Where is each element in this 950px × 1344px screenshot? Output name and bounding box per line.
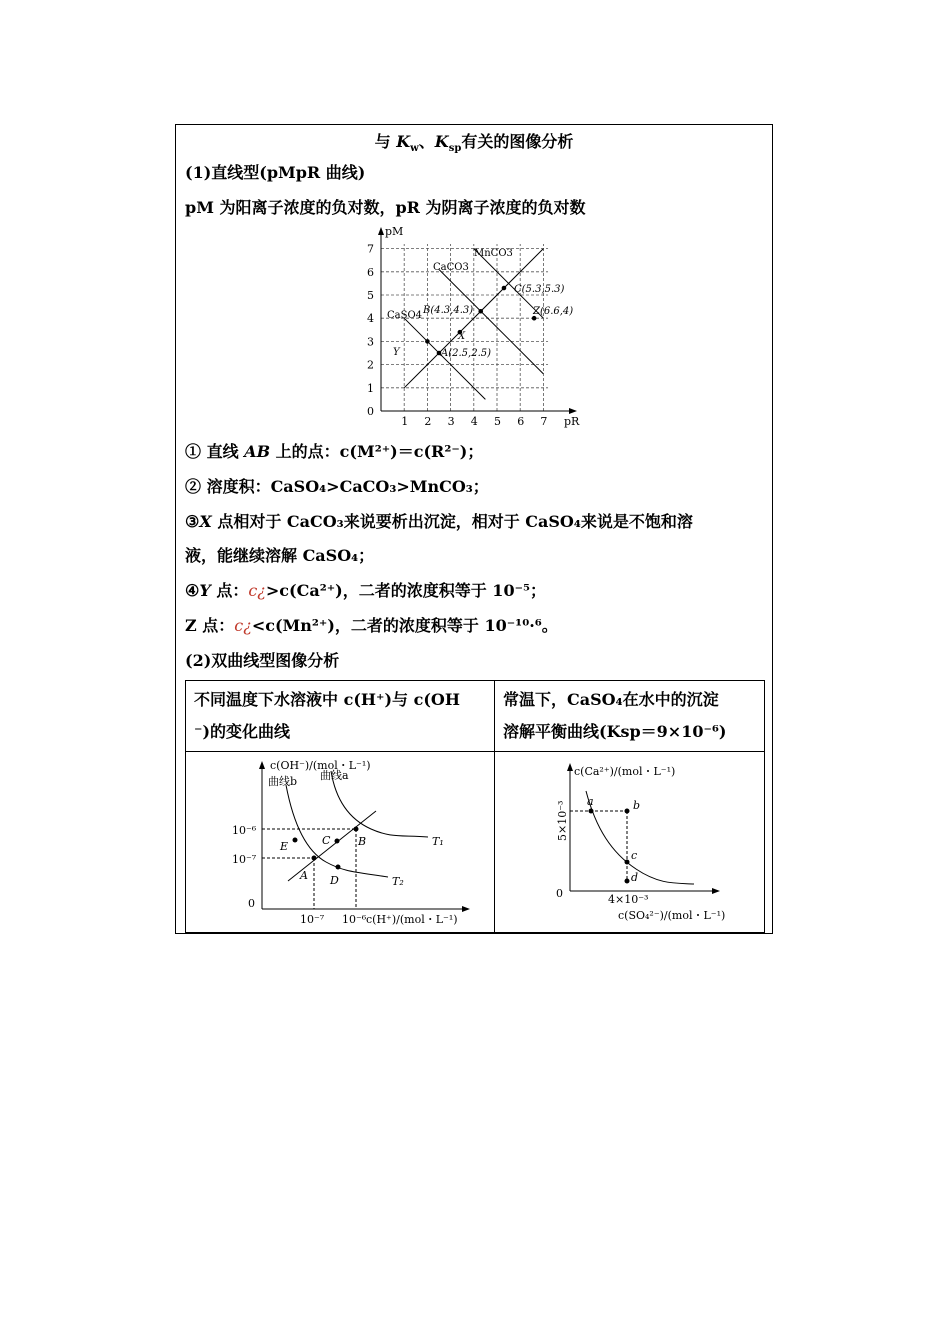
label-b: b (633, 799, 641, 812)
x-tick-2: 2 (424, 415, 432, 428)
y-tick-2: 10⁻⁷ (232, 853, 257, 866)
y-tick-1: 1 (367, 381, 374, 395)
point-a (312, 856, 317, 861)
page-title: 与 $K_w$、$K_{sp}$有关的图像分析 (374, 132, 574, 155)
label-point-x: X (458, 331, 466, 342)
label-caso4: CaSO4 (387, 310, 423, 321)
caso4-chart (516, 757, 756, 929)
x-tick-6: 6 (517, 415, 525, 428)
label-point-y: Y (393, 347, 400, 358)
label-c: C (322, 834, 331, 847)
section1-desc: pM 为阳离子浓度的负对数，pR 为阴离子浓度的负对数 (185, 198, 586, 217)
origin: 0 (556, 887, 563, 900)
y-axis-label: c(OH⁻)/(mol・L⁻¹) (270, 759, 371, 772)
curve-b-t2 (286, 785, 388, 877)
label-a: A (300, 869, 308, 882)
note-1: ① 直线 AB 上的点：c(M²⁺)＝c(R²⁻)； (185, 442, 484, 461)
y-tick: 5×10⁻³ (556, 800, 569, 841)
curve-a-label: 曲线a (320, 769, 349, 782)
label-d: d (631, 871, 639, 884)
x-axis-label: pR (564, 415, 580, 428)
point-d (625, 879, 630, 884)
label-caco3: CaCO3 (433, 262, 469, 273)
note-2: ② 溶度积：CaSO₄>CaCO₃>MnCO₃； (185, 477, 489, 496)
x-tick-2: 10⁻⁶ (342, 913, 367, 926)
point-b (354, 827, 359, 832)
point-c (335, 839, 340, 844)
x-tick-3: 3 (447, 415, 455, 428)
left-header: 不同温度下水溶液中 c(H⁺)与 c(OH ⁻)的变化曲线 (194, 690, 460, 741)
y-tick-3: 3 (367, 335, 374, 349)
point-B (478, 309, 483, 314)
y-tick-6: 6 (367, 265, 374, 279)
right-header: 常温下，CaSO₄在水中的沉淀 溶解平衡曲线(Ksp＝9×10⁻⁶) (503, 690, 727, 741)
note-5: Z 点：c¿<c(Mn²⁺)，二者的浓度积等于 10⁻¹⁰·⁶。 (185, 616, 558, 635)
label-point-a: A(2.5,2.5) (441, 348, 492, 359)
x-tick-1: 1 (401, 415, 409, 428)
y-tick-2: 2 (367, 358, 374, 372)
y-tick-0: 0 (367, 405, 374, 418)
label-b: B (358, 835, 367, 848)
point-d (336, 865, 341, 870)
curve-b-label: 曲线b (268, 775, 298, 788)
point-e (293, 838, 298, 843)
note-4: ④Y 点：c¿>c(Ca²⁺)，二者的浓度积等于 10⁻⁵； (185, 581, 547, 600)
pmpr-chart (361, 225, 591, 430)
note-3b: 液，能继续溶解 CaSO₄； (185, 546, 375, 565)
label-a: a (587, 795, 594, 808)
point-c (625, 860, 630, 865)
x-tick-7: 7 (540, 415, 548, 428)
section2-heading: (2)双曲线型图像分析 (185, 651, 340, 670)
y-tick-1: 10⁻⁶ (232, 824, 257, 837)
x-tick-5: 5 (494, 415, 501, 428)
x-axis-arrow (569, 408, 577, 414)
x-tick-4: 4 (470, 415, 478, 428)
point-Y (425, 339, 430, 344)
label-c: c (631, 849, 638, 862)
y-tick-7: 7 (367, 242, 374, 256)
y-axis-arrow (378, 227, 384, 235)
label-e: E (280, 840, 289, 853)
t1-label: T₁ (432, 835, 444, 848)
point-b (625, 809, 630, 814)
x-tick-1: 10⁻⁷ (300, 913, 325, 926)
section1-heading: (1)直线型(pMpR 曲线) (185, 163, 366, 182)
y-tick-5: 5 (367, 289, 374, 302)
point-a (589, 809, 594, 814)
kw-chart (216, 757, 486, 929)
note-3a: ③X 点相对于 CaCO₃来说要析出沉淀，相对于 CaSO₄来说是不饱和溶 (185, 512, 693, 531)
label-point-c: C(5.3,5.3) (514, 284, 565, 295)
origin: 0 (248, 897, 255, 910)
label-point-z: Z(6.6,4) (533, 306, 574, 317)
label-mnco3: MnCO3 (474, 248, 513, 259)
y-axis-label: pM (385, 225, 404, 238)
point-C (502, 286, 507, 291)
y-tick-4: 4 (367, 312, 374, 326)
label-d: D (330, 874, 339, 887)
y-axis-label: c(Ca²⁺)/(mol・L⁻¹) (574, 765, 676, 778)
comparison-table (185, 680, 765, 933)
x-axis-label: c(H⁺)/(mol・L⁻¹) (366, 913, 458, 926)
x-tick: 4×10⁻³ (608, 893, 649, 906)
content-frame (175, 124, 773, 934)
label-point-b: B(4.3,4.3) (423, 305, 474, 316)
x-axis-label: c(SO₄²⁻)/(mol・L⁻¹) (618, 909, 726, 922)
t2-label: T₂ (392, 875, 404, 888)
